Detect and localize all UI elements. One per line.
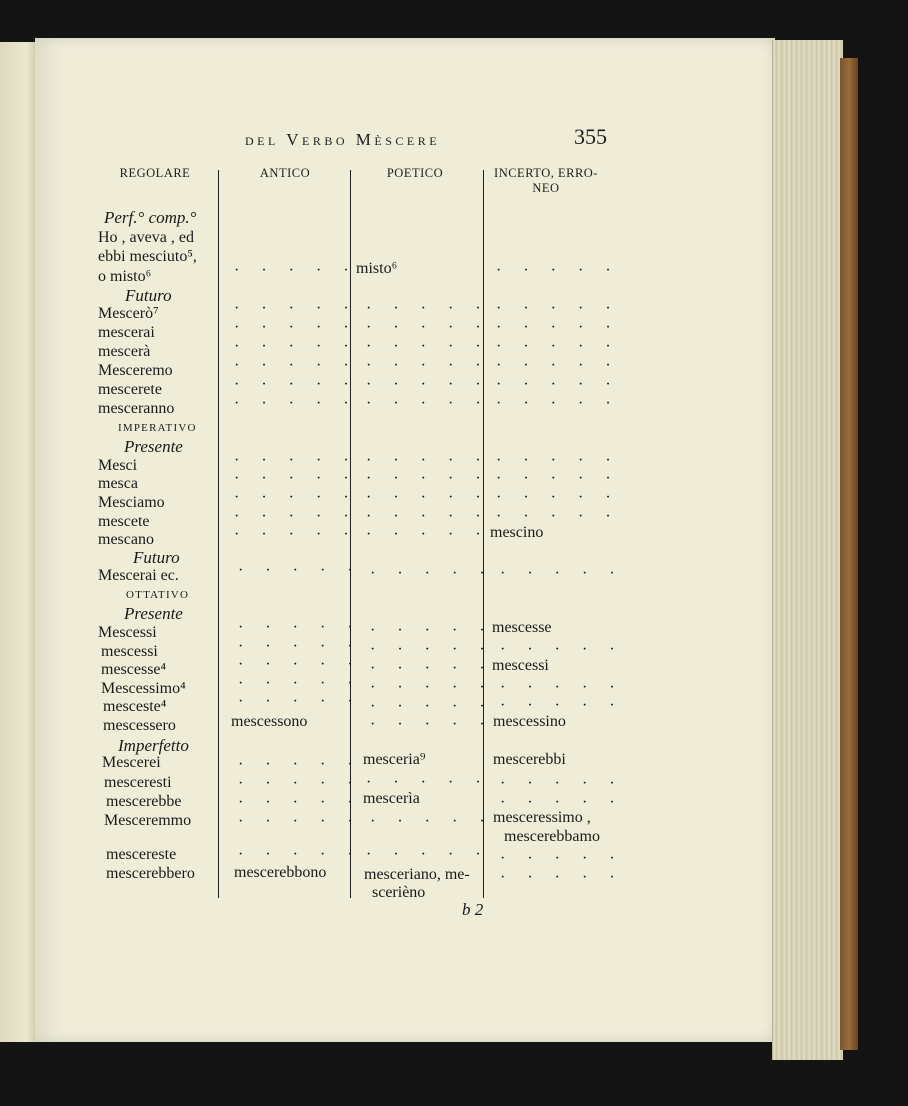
page-stack-edge [772,40,843,1060]
book-cover-edge [840,58,858,1050]
label-presente-ottativo: Presente [124,604,183,623]
column-head-regolare: REGOLARE [119,166,191,180]
form-mesceste: mesceste⁴ [103,698,167,715]
form-mescerai-ec: Mescerai ec. [98,567,179,584]
dots-incerto-row: · · · · · [496,508,620,525]
dots-poetico-row: · · · · · [370,565,494,582]
dots-antico-row: · · · · · [234,376,358,393]
form-mescete: mescete [98,513,150,530]
form-mesceremmo: Mesceremmo [104,812,192,829]
form-mescerebbi: mescerebbi [493,751,566,768]
dots-incerto-row: · · · · · [496,489,620,506]
dots-incerto-row: · · · · · [496,300,620,317]
dots-antico-row: · · · · · [234,470,358,487]
dots-poetico-row: · · · · · [366,452,490,469]
form-mesceriano: mesceriano, me- [364,866,470,883]
dots-antico-row: · · · · · [238,619,362,636]
dots-incerto-row: · · · · · [496,470,620,487]
form-mescesse: mescesse⁴ [101,661,167,678]
dots-antico-row: · · · · · [234,508,358,525]
dots-incerto-row: · · · · · [500,850,624,867]
form-mescereste: mescereste [106,846,177,863]
dots-antico-row: · · · · · [238,675,362,692]
form-scerieno: scerièno [372,884,426,901]
form-mescerebbamo: mescerebbamo [504,828,600,845]
dots-incerto-row: · · · · · [500,679,624,696]
dots-poetico-row: · · · · · [366,395,490,412]
form-mescessi-1: Mescessi [98,624,157,641]
dots-poetico-row: · · · · · [366,508,490,525]
dots-poetico-row: · · · · · [366,774,490,791]
form-poetico-misto: misto⁶ [356,260,398,277]
form-mesceresti: mesceresti [104,774,172,791]
dots-poetico-row: · · · · · [366,470,490,487]
dots-poetico-row: · · · · · [370,698,494,715]
dots-antico-row: · · · · · [234,357,358,374]
dots-antico-row: · · · · · [234,452,358,469]
dots-poetico-row: · · · · · [370,622,494,639]
dots-antico-row: · · · · · [238,693,362,710]
dots-antico-row: · · · · · [238,638,362,655]
dots-antico-row: · · · · · [234,489,358,506]
dots-poetico-row: · · · · · [366,338,490,355]
dots-antico-row: · · · · · [238,562,362,579]
form-o-misto: o misto⁶ [98,268,152,285]
dots-incerto-row: · · · · · [496,262,620,279]
column-rule-1 [218,170,219,898]
page-number: 355 [574,124,607,149]
dots-antico-row: · · · · · [238,794,362,811]
label-imperfetto: Imperfetto [118,736,189,755]
form-mesciamo: Mesciamo [98,494,165,511]
page-header [0,124,908,152]
label-futuro: Futuro [125,286,172,305]
dots-incerto-row: · · · · · [496,452,620,469]
dots-poetico-row: · · · · · [366,846,490,863]
dots-poetico-row: · · · · · [366,357,490,374]
column-head-poetico: POETICO [386,166,444,180]
form-mescero: Mescerò⁷ [98,305,159,322]
column-head-incerto: INCERTO, ERRO-NEO [494,166,598,195]
dots-poetico-row: · · · · · [370,641,494,658]
form-mesceria: mesceria⁹ [363,751,426,768]
dots-antico-row: · · · · · [238,813,362,830]
dots-poetico-row: · · · · · [366,489,490,506]
dots-antico-row: · · · · · [238,846,362,863]
dots-antico-row: · · · · · [234,300,358,317]
form-mesca: mesca [98,475,138,492]
signature-mark: b 2 [462,900,484,919]
dots-poetico-row: · · · · · [366,376,490,393]
form-ho-aveva: Ho , aveva , ed [98,229,194,246]
dots-poetico-row: · · · · · [370,660,494,677]
form-mescessi-2: mescessi [101,643,158,660]
dots-incerto-row: · · · · · [500,794,624,811]
form-mescano: mescano [98,531,154,548]
form-mesci: Mesci [98,457,138,474]
form-mescessono: mescessono [231,713,308,730]
mood-imperativo: IMPERATIVO [118,422,197,434]
mood-ottativo: OTTATIVO [126,589,190,601]
dots-poetico-row: · · · · · [370,716,494,733]
column-head-antico: ANTICO [259,166,311,180]
form-mescerei: Mescerei [102,754,161,771]
dots-incerto-row: · · · · · [500,697,624,714]
dots-poetico-row: · · · · · [370,813,494,830]
form-mescerebbono: mescerebbono [234,864,327,881]
dots-antico-misto: · · · · · [234,262,358,279]
dots-antico-row: · · · · · [238,775,362,792]
form-mescera: mescerà [98,343,151,360]
form-mescino: mescino [490,524,544,541]
label-perf-comp: Perf.° comp.° [104,208,197,227]
form-mesceremo: Mesceremo [98,362,173,379]
facing-page-edge [0,42,38,1042]
form-mescerebbero: mescerebbero [106,865,195,882]
label-presente-imperativo: Presente [124,437,183,456]
form-mesceranno: mesceranno [98,400,175,417]
form-mescessimo: Mescessimo⁴ [101,680,186,697]
dots-antico-row: · · · · · [234,395,358,412]
dots-antico-row: · · · · · [234,319,358,336]
form-ebbi-mesciuto: ebbi mesciuto⁵, [98,248,197,265]
dots-incerto-row: · · · · · [496,338,620,355]
form-mesceressimo: mesceressimo , [493,809,591,826]
form-mescerebbe: mescerebbe [106,793,182,810]
form-mesceria-2: mescerìa [363,790,420,807]
dots-poetico-row: · · · · · [366,526,490,543]
dots-antico-row: · · · · · [238,756,362,773]
dots-poetico-row: · · · · · [370,679,494,696]
dots-poetico-row: · · · · · [366,300,490,317]
dots-antico-row: · · · · · [234,526,358,543]
form-mescerete: mescerete [98,381,162,398]
dots-antico-row: · · · · · [238,656,362,673]
dots-incerto-row: · · · · · [496,357,620,374]
dots-poetico-row: · · · · · [366,319,490,336]
form-mescessino: mescessino [493,713,566,730]
form-incerto-mescessi: mescessi [492,657,549,674]
dots-incerto-row: · · · · · [500,641,624,658]
form-mescessero: mescessero [103,717,176,734]
form-mescerai: mescerai [98,324,155,341]
running-title: del Verbo Mèscere [245,130,441,149]
dots-incerto-row: · · · · · [496,319,620,336]
form-incerto-mescesse: mescesse [492,619,552,636]
dots-incerto-row: · · · · · [500,869,624,886]
dots-incerto-row: · · · · · [500,775,624,792]
label-futuro-imperativo: Futuro [133,548,180,567]
dots-incerto-row: · · · · · [500,565,624,582]
dots-incerto-row: · · · · · [496,395,620,412]
dots-antico-row: · · · · · [234,338,358,355]
dots-incerto-row: · · · · · [496,376,620,393]
